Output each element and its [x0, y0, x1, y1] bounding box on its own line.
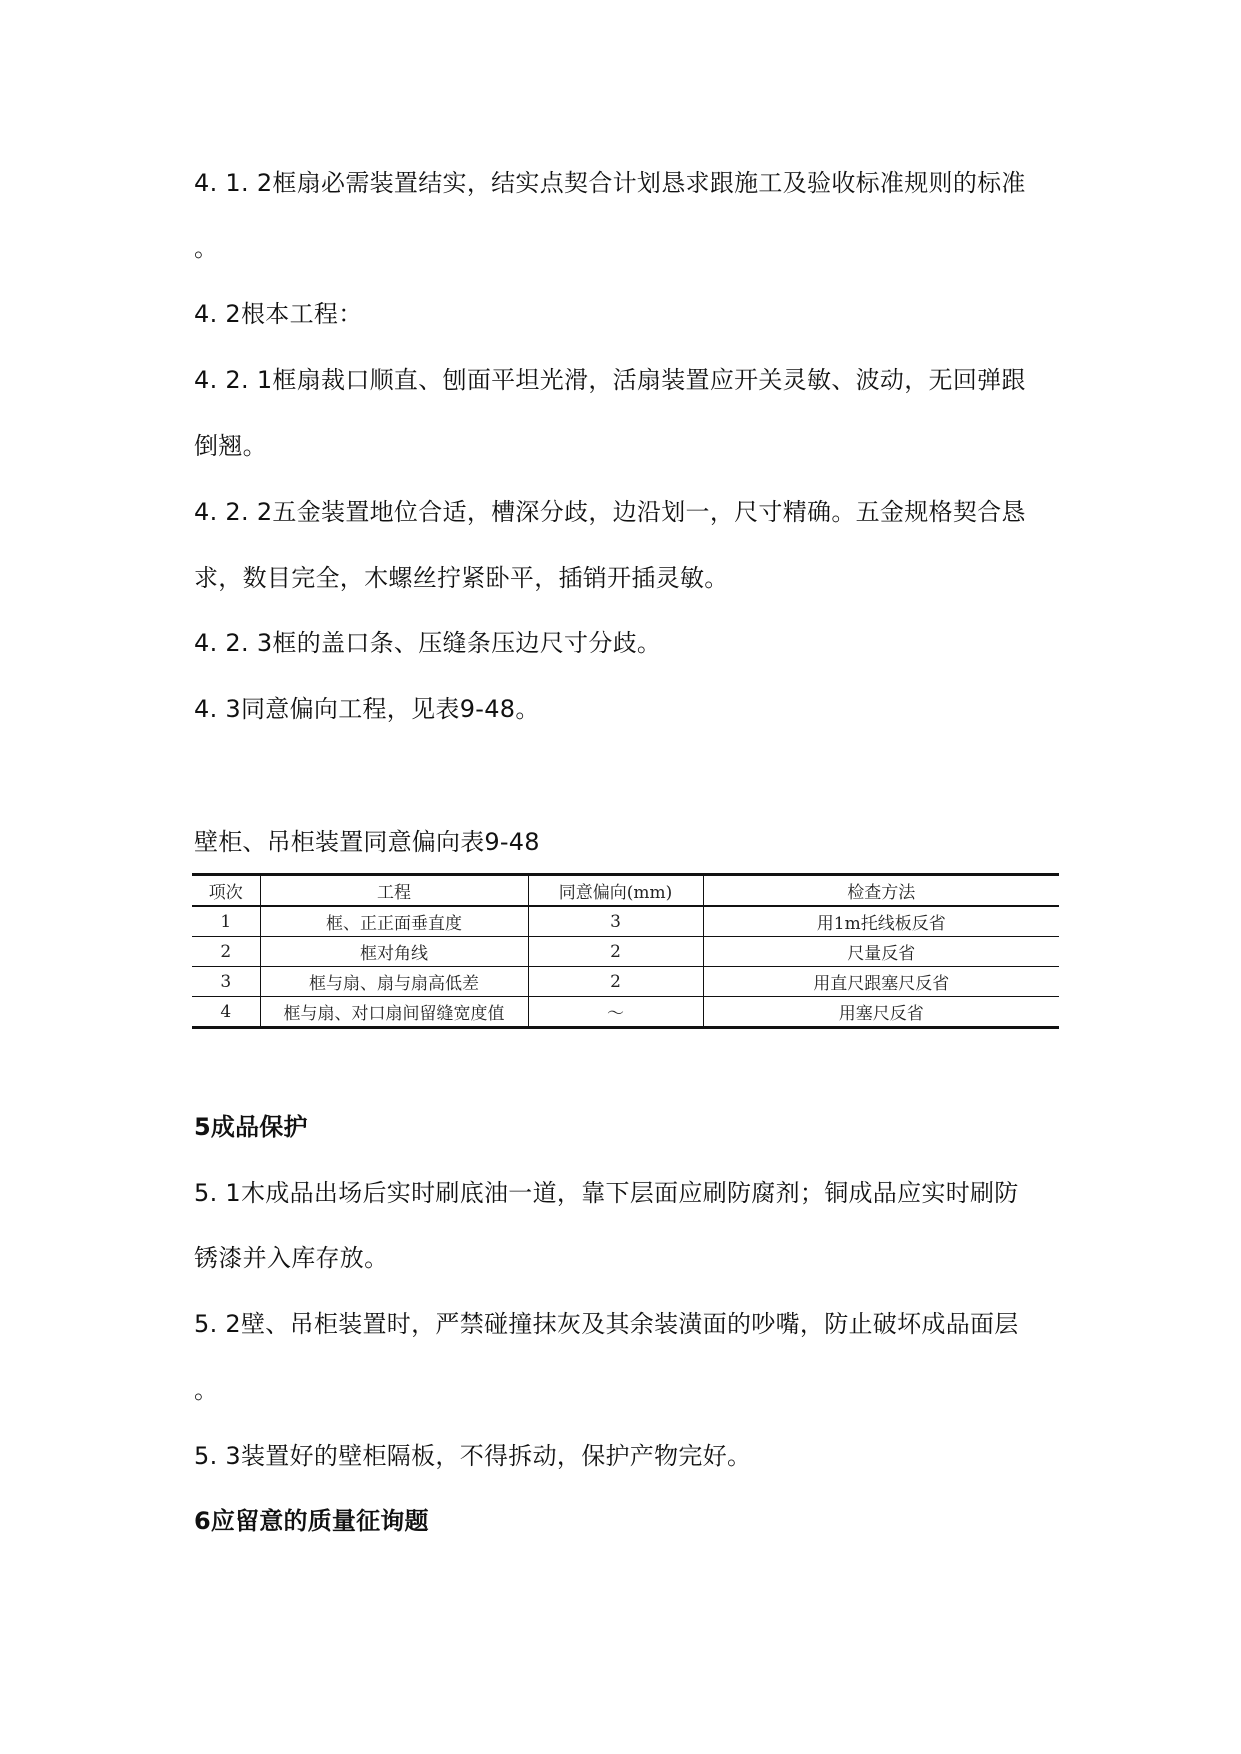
cell-project: 框、正正面垂直度 [260, 906, 528, 937]
cell-tolerance: 2 [528, 937, 703, 967]
table-header-row [192, 875, 1059, 907]
paragraph-5-1: 5. 1木成品出场后实时刷底油一道，靠下层面应刷防腐剂；铜成品应实时刷防 [194, 1179, 1019, 1207]
paragraph-4-1-2: 4. 1. 2框扇必需装置结实，结实点契合计划恳求跟施工及验收标准规则的标准 [194, 169, 1026, 197]
paragraph-4-2-1-cont: 倒翘。 [194, 432, 267, 460]
paragraph-4-2-2-cont: 求，数目完全，木螺丝拧紧卧平，插销开插灵敏。 [194, 564, 729, 592]
paragraph-5-3: 5. 3装置好的壁柜隔板，不得拆动，保护产物完好。 [194, 1442, 752, 1470]
tolerance-table [192, 873, 1059, 1029]
paragraph-4-2: 4. 2根本工程： [194, 300, 363, 328]
cell-project: 框与扇、扇与扇高低差 [260, 967, 528, 997]
header-project: 工程 [260, 875, 528, 907]
table-row [192, 997, 1059, 1028]
paragraph-4-2-3: 4. 2. 3框的盖口条、压缝条压边尺寸分歧。 [194, 629, 662, 657]
paragraph-5-2: 5. 2壁、吊柜装置时，严禁碰撞抹灰及其余装潢面的吵嘴，防止破坏成品面层 [194, 1310, 1019, 1338]
header-tolerance: 同意偏向(mm) [528, 875, 703, 907]
cell-method: 用1m托线板反省 [703, 906, 1059, 937]
cell-tolerance: 2 [528, 967, 703, 997]
paragraph-4-3: 4. 3同意偏向工程，见表9-48。 [194, 695, 540, 723]
paragraph-4-1-2-end: 。 [194, 234, 219, 262]
cell-project: 框与扇、对口扇间留缝宽度值 [260, 997, 528, 1028]
paragraph-4-2-1: 4. 2. 1框扇裁口顺直、刨面平坦光滑，活扇装置应开关灵敏、波动，无回弹跟 [194, 366, 1026, 394]
cell-item-no: 1 [192, 906, 260, 937]
section-5-title: 5成品保护 [194, 1113, 308, 1141]
cell-item-no: 4 [192, 997, 260, 1028]
table-row [192, 937, 1059, 967]
table-row [192, 967, 1059, 997]
cell-item-no: 3 [192, 967, 260, 997]
paragraph-4-2-2: 4. 2. 2五金装置地位合适，槽深分歧，边沿划一，尺寸精确。五金规格契合恳 [194, 498, 1026, 526]
cell-tolerance: 3 [528, 906, 703, 937]
table-caption: 壁柜、吊柜装置同意偏向表9-48 [194, 828, 540, 856]
cell-method: 用直尺跟塞尺反省 [703, 967, 1059, 997]
paragraph-5-2-end: 。 [194, 1376, 219, 1404]
cell-method: 尺量反省 [703, 937, 1059, 967]
cell-method: 用塞尺反省 [703, 997, 1059, 1028]
paragraph-5-1-cont: 锈漆并入库存放。 [194, 1244, 389, 1272]
section-6-title: 6应留意的质量征询题 [194, 1507, 429, 1535]
header-method: 检查方法 [703, 875, 1059, 907]
header-item-no: 项次 [192, 875, 260, 907]
cell-item-no: 2 [192, 937, 260, 967]
cell-tolerance: ～ [528, 997, 703, 1028]
table-row [192, 906, 1059, 937]
cell-project: 框对角线 [260, 937, 528, 967]
